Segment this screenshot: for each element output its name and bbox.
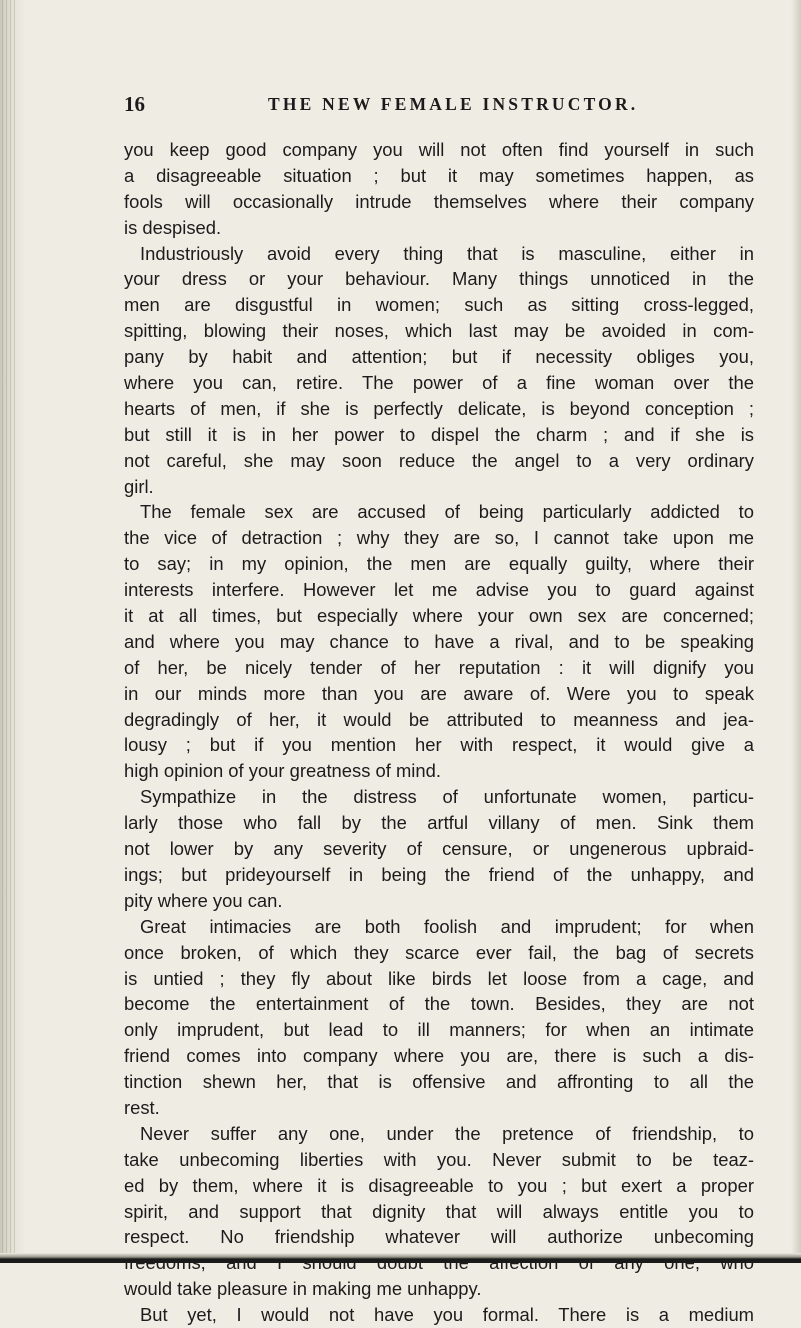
- text-line: of her, be nicely tender of her reputation : it will dignify you: [124, 656, 754, 678]
- text-line: men are disgustful in women; such as sitting cross-legged,: [124, 294, 754, 316]
- text-line: spitting, blowing their noses, which last may be avoided in com-: [124, 320, 754, 342]
- text-line: But yet, I would not have you formal. There is a medium: [140, 1304, 754, 1326]
- text-line: high opinion of your greatness of mind.: [124, 760, 441, 782]
- text-line: ings; but prideyourself in being the friend of the unhappy, and: [124, 863, 754, 885]
- text-line: Never suffer any one, under the pretence of friendship, to: [140, 1122, 754, 1144]
- body-text: [124, 137, 754, 1328]
- page-right-edge: [791, 0, 801, 1263]
- text-line: not lower by any severity of censure, or ungenerous upbraid-: [124, 838, 754, 860]
- text-line: you keep good company you will not often find yourself in such: [124, 139, 754, 160]
- text-line: pany by habit and attention; but if necessity obliges you,: [124, 346, 754, 368]
- text-line: friend comes into company where you are, there is such a dis-: [124, 1045, 754, 1067]
- text-line: and where you may chance to have a rival, and to be speaking: [124, 630, 754, 652]
- text-line: Great intimacies are both foolish and imprudent; for when: [140, 915, 754, 937]
- text-line: only imprudent, but lead to ill manners; for when an intimate: [124, 1019, 754, 1041]
- text-line: girl.: [124, 475, 154, 497]
- text-line: not careful, she may soon reduce the angel to a very ordinary: [124, 449, 754, 471]
- text-line: Sympathize in the distress of unfortunate women, particu-: [140, 786, 754, 808]
- text-line: a disagreeable situation ; but it may sometimes happen, as: [124, 164, 754, 186]
- text-line: larly those who fall by the artful villany of men. Sink them: [124, 812, 754, 834]
- text-line: your dress or your behaviour. Many things unnoticed in the: [124, 268, 754, 290]
- text-line: fools will occasionally intrude themselves where their company: [124, 190, 754, 212]
- page-number: 16: [124, 92, 145, 116]
- text-line: where you can, retire. The power of a fine woman over the: [124, 372, 754, 394]
- text-line: once broken, of which they scarce ever fail, the bag of secrets: [124, 941, 754, 963]
- text-line: ed by them, where it is disagreeable to you ; but exert a proper: [124, 1174, 754, 1196]
- running-title: THE NEW FEMALE INSTRUCTOR.: [268, 94, 639, 114]
- text-line: degradingly of her, it would be attributed to meanness and jea-: [124, 708, 754, 730]
- text-line: become the entertainment of the town. Besides, they are not: [124, 993, 754, 1015]
- text-line: interests interfere. However let me advise you to guard against: [124, 579, 754, 601]
- text-line: rest.: [124, 1096, 160, 1118]
- text-line: lousy ; but if you mention her with respect, it would give a: [124, 734, 754, 756]
- text-line: take unbecoming liberties with you. Never submit to be teaz-: [124, 1148, 754, 1170]
- text-line: in our minds more than you are aware of. Were you to speak: [124, 682, 754, 704]
- text-line: tinction shewn her, that is offensive and affronting to all the: [124, 1071, 754, 1093]
- text-line: but still it is in her power to dispel the charm ; and if she is: [124, 423, 754, 445]
- binding-edge-lines: [2, 0, 16, 1263]
- text-line: to say; in my opinion, the men are equally guilty, where their: [124, 553, 754, 575]
- page-bottom-edge: [0, 1253, 801, 1263]
- text-line: Industriously avoid every thing that is masculine, either in: [140, 242, 754, 264]
- text-line: it at all times, but especially where your own sex are concerned;: [124, 605, 754, 627]
- text-line: would take pleasure in making me unhappy.: [124, 1278, 482, 1300]
- page-header: [0, 92, 801, 122]
- text-line: spirit, and support that dignity that will always entitle you to: [124, 1200, 754, 1222]
- text-line: The female sex are accused of being particularly addicted to: [140, 501, 754, 523]
- text-line: is despised.: [124, 216, 222, 238]
- text-line: pity where you can.: [124, 889, 283, 911]
- text-line: hearts of men, if she is perfectly delicate, is beyond conception ;: [124, 397, 754, 419]
- text-line: the vice of detraction ; why they are so, I cannot take upon me: [124, 527, 754, 549]
- text-line: respect. No friendship whatever will authorize unbecoming: [124, 1226, 754, 1248]
- text-line: is untied ; they fly about like birds let loose from a cage, and: [124, 967, 754, 989]
